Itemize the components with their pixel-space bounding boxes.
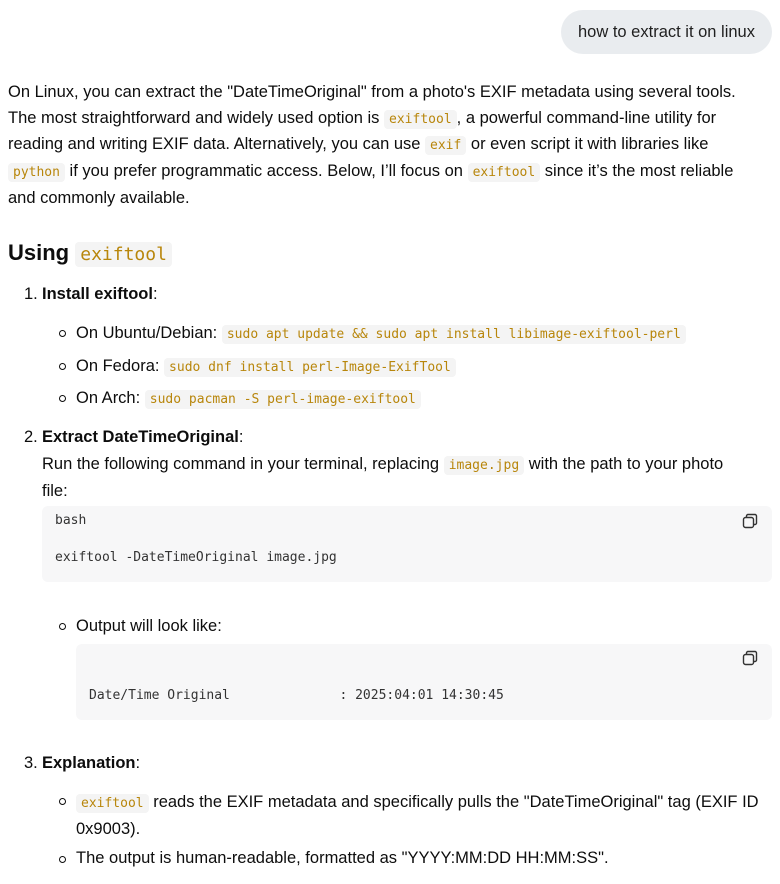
inline-code: sudo apt update && sudo apt install libimage-exiftool-perl — [222, 325, 686, 344]
list-item — [76, 389, 421, 408]
user-message-bubble — [561, 10, 772, 54]
bullet-icon — [59, 395, 66, 402]
inline-code: python — [8, 163, 65, 182]
list-item-label: On Fedora: — [76, 357, 165, 375]
section-heading — [8, 240, 172, 266]
list-item-label: Output will look like: — [76, 617, 222, 635]
step-text: file: — [42, 481, 68, 500]
step-text: with the path to your photo — [524, 455, 724, 473]
step-colon: : — [135, 754, 141, 772]
code-content: Date/Time Original : 2025:04:01 14:30:45 — [89, 688, 504, 703]
list-item-text: reads the EXIF metadata and specifically pulls the "DateTimeOriginal" tag (EXIF ID — [148, 793, 759, 811]
step-colon: : — [238, 428, 244, 446]
inline-code: sudo pacman -S perl-image-exiftool — [145, 390, 421, 409]
list-item-text: The output is human-readable, formatted as "YYYY:MM:DD HH:MM:SS". — [76, 849, 609, 867]
list-item-text: 0x9003). — [76, 819, 141, 838]
copy-icon[interactable] — [742, 513, 758, 529]
step-number: 1. — [24, 285, 38, 303]
intro-text: reading and writing EXIF data. Alternatively, you can use — [8, 135, 426, 154]
step-title-line — [42, 428, 243, 447]
step-text: Run the following command in your terminal, replacing — [42, 455, 444, 473]
bullet-icon — [59, 798, 66, 805]
step-title: Explanation — [42, 754, 136, 772]
step-description — [42, 452, 772, 504]
heading-code: exiftool — [75, 242, 172, 267]
inline-code: sudo dnf install perl-Image-ExifTool — [164, 358, 456, 377]
step-colon: : — [152, 285, 158, 303]
step-title: Install exiftool — [42, 285, 153, 303]
list-item-label: On Ubuntu/Debian: — [76, 324, 222, 342]
intro-text: and commonly available. — [8, 188, 190, 207]
intro-text: if you prefer programmatic access. Below, I’ll focus on — [64, 162, 468, 181]
bullet-icon — [59, 623, 66, 630]
copy-icon[interactable] — [742, 650, 758, 666]
inline-code: exiftool — [468, 163, 541, 182]
bullet-icon — [59, 363, 66, 370]
intro-paragraph — [8, 80, 772, 212]
step-title-line — [42, 754, 140, 773]
intro-text: The most straightforward and widely used option is — [8, 108, 385, 127]
code-block — [42, 506, 772, 582]
step-title-line — [42, 285, 158, 304]
code-content: exiftool -DateTimeOriginal image.jpg — [55, 550, 337, 565]
inline-code: exif — [425, 136, 466, 155]
output-code-block — [76, 644, 772, 720]
intro-text: since it’s the most reliable — [540, 162, 734, 181]
step-title: Extract DateTimeOriginal — [42, 428, 239, 446]
list-item-label: On Arch: — [76, 389, 145, 407]
code-language: bash — [55, 513, 87, 528]
intro-text: or even script it with libraries like — [466, 135, 709, 154]
intro-text: , a powerful command-line utility for — [456, 108, 717, 127]
bullet-icon — [59, 330, 66, 337]
assistant-answer — [8, 80, 772, 212]
list-item — [76, 324, 686, 343]
heading-text: Using — [8, 240, 76, 265]
step-number: 3. — [24, 754, 38, 772]
user-message-text: how to extract it on linux — [577, 22, 755, 41]
inline-code: exiftool — [384, 110, 457, 129]
list-item — [76, 357, 456, 376]
step-number: 2. — [24, 428, 38, 446]
list-item — [76, 790, 776, 842]
inline-code: image.jpg — [444, 456, 524, 475]
bullet-icon — [59, 856, 66, 863]
inline-code: exiftool — [76, 794, 149, 813]
intro-text: On Linux, you can extract the "DateTimeOriginal" from a photo's EXIF metadata using several tools. — [8, 83, 736, 101]
